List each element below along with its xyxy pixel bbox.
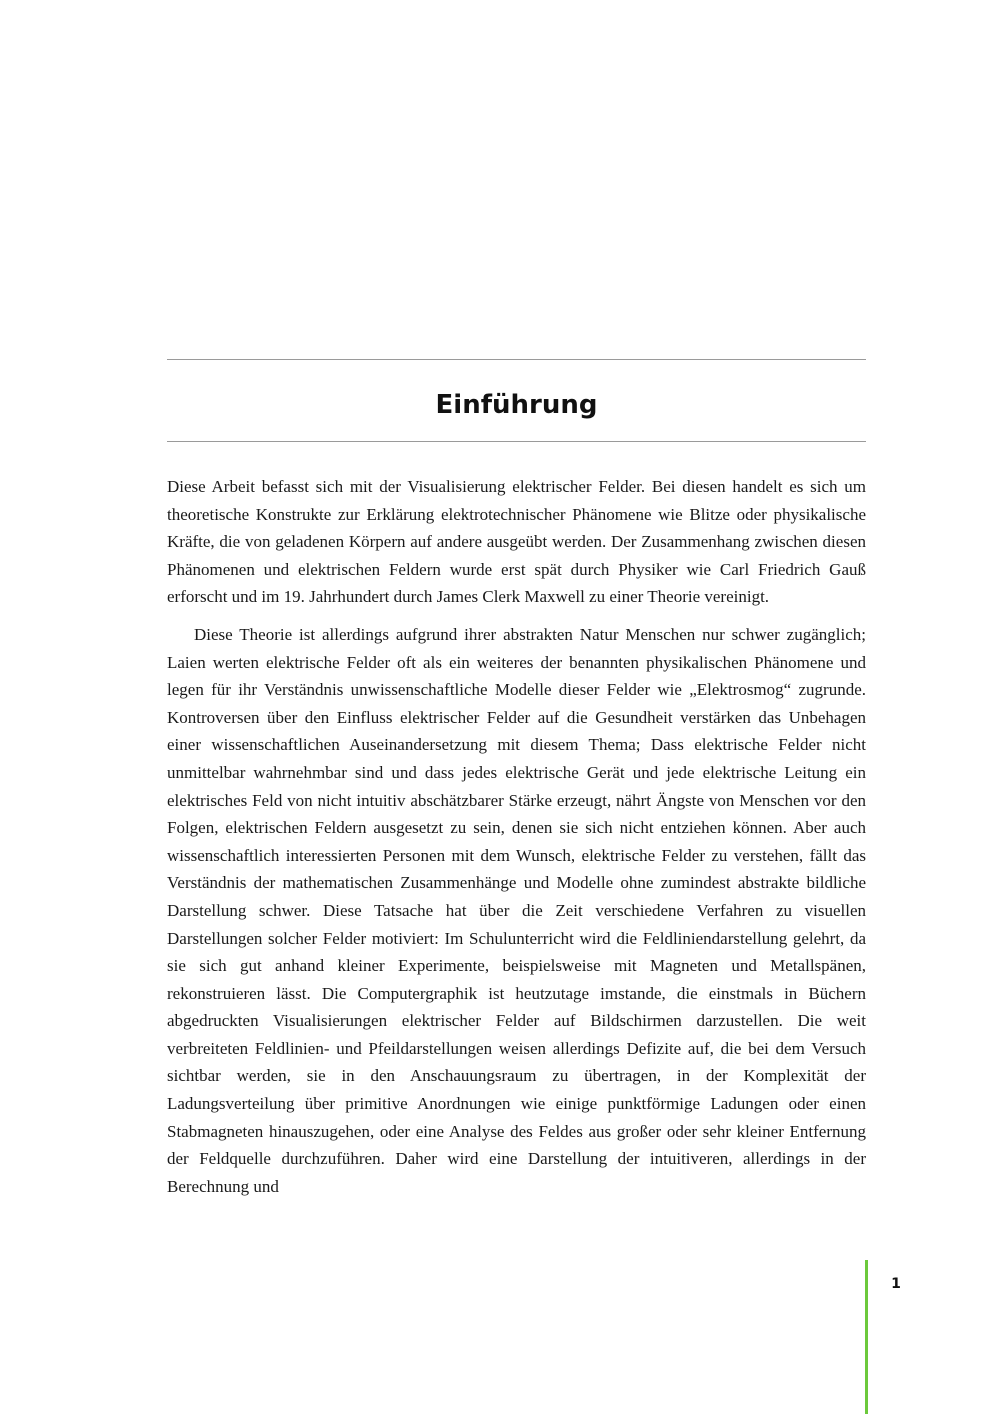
body-text <box>167 473 866 1200</box>
page-marker-bar <box>865 1260 868 1414</box>
page-number: 1 <box>891 1276 901 1292</box>
paragraph-theory: Diese Theorie ist allerdings aufgrund ihrer abstrakten Natur Menschen nur schwer zugänglich; Laien werten elektrische Felder oft als ein weiteres der benannten physikalischen Phänomene und legen für ihr Verständnis unwissenschaftliche Modelle dieser Felder wie „Elektrosmog“ zugrunde. Kontroversen über den Einfluss elektrischer Felder auf die Gesundheit verstärken das Unbehagen einer wissenschaftlichen Auseinandersetzung mit diesem Thema; Dass elektrische Felder nicht unmittelbar wahrnehmbar sind und dass jedes elektrische Gerät und jede elektrische Leitung ein elektrisches Feld von nicht intuitiv abschätzbarer Stärke erzeugt, nährt Ängste von Menschen vor den Folgen, elektrischen Feldern ausgesetzt zu sein, denen sie sich nicht entziehen können. Aber auch wissenschaftlich interessierten Personen mit dem Wunsch, elektrische Felder zu verstehen, fällt das Verständnis der mathematischen Zusammenhänge und Modelle ohne zumindest abstrakte bildliche Darstellung schwer. Diese Tatsache hat über die Zeit verschiedene Verfahren zu visuellen Darstellungen solcher Felder motiviert: Im Schulunterricht wird die Feldliniendarstellung gelehrt, da sie sich gut anhand kleiner Experimente, beispielsweise mit Magneten und Metallspänen, rekonstruieren lässt. Die Computergraphik ist heutzutage imstande, die einstmals in Büchern abgedruckten Visualisierungen elektrischer Felder auf Bildschirmen darzustellen. Die weit verbreiteten Feldlinien- und Pfeildarstellungen weisen allerdings Defizite auf, die bei dem Versuch sichtbar werden, sie in den Anschauungsraum zu übertragen, in der Komplexität der Ladungsverteilung über primitive Anordnungen wie einige punktförmige Ladungen oder einen Stabmagneten hinauszugehen, oder eine Analyse des Feldes aus großer oder sehr kleiner Entfernung der Feldquelle durchzuführen. Daher wird eine Darstellung der intuitiveren, allerdings in der Berechnung und <box>167 624 866 1196</box>
title-rule-top <box>167 359 866 360</box>
paragraph-intro: Diese Arbeit befasst sich mit der Visualisierung elektrischer Felder. Bei diesen handelt es sich um theoretische Konstrukte zur Erklärung elektrotechnischer Phänomene wie Blitze oder physikalische Kräfte, die von geladenen Körpern auf andere ausgeübt werden. Der Zusammenhang zwischen diesen Phänomenen und elektrischen Feldern wurde erst spät durch Physiker wie Carl Friedrich Gauß erforscht und im 19. Jahrhundert durch James Clerk Maxwell zu einer Theorie vereinigt. <box>167 477 866 607</box>
title-rule-bottom <box>167 441 866 442</box>
chapter-title: Einführung <box>435 390 598 420</box>
